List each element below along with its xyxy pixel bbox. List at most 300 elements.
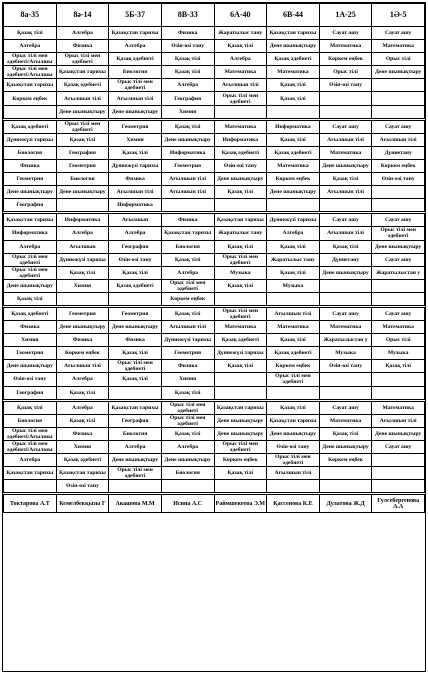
lesson-subject: Өзін-өзі тану [13, 376, 47, 383]
lesson-subject: Өзін-өзі тану [329, 82, 362, 89]
lesson-cell [319, 213, 372, 227]
lesson-subject: Математика [329, 324, 362, 331]
lesson-subject: Орыс тілі мен әдебиеті [275, 454, 311, 467]
lesson-cell [267, 279, 320, 292]
lesson-cell [161, 266, 214, 279]
lesson-row [4, 186, 425, 199]
lesson-cell [56, 347, 109, 360]
lesson-cell [4, 360, 57, 373]
lesson-cell [267, 400, 320, 414]
lesson-cell [372, 400, 425, 414]
lesson-row [4, 400, 425, 414]
lesson-cell [56, 360, 109, 373]
lesson-subject: Алгебра [72, 230, 93, 237]
lesson-subject: Физика [177, 30, 198, 37]
lesson-cell [161, 105, 214, 119]
lesson-subject: Орыс тілі мен әдебиеті/Ағылшы [7, 53, 53, 66]
lesson-cell [214, 146, 267, 159]
lesson-cell [161, 306, 214, 320]
lesson-subject: Орыс тілі мен әдебиеті/Ағылшы [7, 440, 53, 453]
lesson-subject: Математика [277, 69, 309, 76]
lesson-cell [319, 334, 372, 347]
lesson-subject: Қазақстан тарихы [58, 69, 106, 76]
lesson-subject: Қазақстан тарихы [111, 30, 159, 37]
lesson-row [4, 427, 425, 440]
teacher-name: Акашова М.М [109, 494, 162, 513]
lesson-subject: Дене шынықтыру [111, 324, 159, 331]
lesson-subject: Информатика [12, 230, 48, 237]
lesson-cell [267, 146, 320, 159]
lesson-cell [56, 105, 109, 119]
lesson-subject: Көркем еңбек [328, 457, 363, 464]
lesson-cell [372, 347, 425, 360]
class-header: 8В-33 [161, 4, 214, 27]
lesson-cell [56, 133, 109, 146]
lesson-subject: Дене шынықтыру [59, 189, 106, 196]
lesson-cell [372, 454, 425, 467]
lesson-cell [319, 79, 372, 92]
schedule-table [3, 3, 425, 513]
lesson-cell [267, 321, 320, 334]
lesson-subject: Қазақ әдебиеті [221, 337, 259, 344]
lesson-subject: Қазақ тілі [227, 43, 254, 50]
lesson-cell [372, 240, 425, 253]
lesson-cell [319, 240, 372, 253]
lesson-cell [214, 119, 267, 133]
lesson-cell [161, 66, 214, 79]
schedule-body [4, 27, 425, 494]
lesson-row [4, 40, 425, 53]
lesson-cell [267, 334, 320, 347]
lesson-cell [214, 133, 267, 146]
lesson-subject: Сауат ашу [332, 404, 359, 411]
lesson-cell [214, 27, 267, 40]
lesson-subject: Математика [224, 123, 257, 130]
lesson-cell [319, 66, 372, 79]
lesson-cell [214, 92, 267, 105]
lesson-subject: Көркем еңбек [65, 350, 100, 357]
lesson-subject: География [16, 389, 44, 396]
lesson-cell [372, 66, 425, 79]
lesson-subject: Алгебра [124, 43, 146, 50]
lesson-cell [4, 279, 57, 292]
lesson-cell [109, 386, 162, 400]
lesson-subject: Математика [382, 43, 414, 50]
lesson-subject: Физика [72, 43, 93, 50]
lesson-cell [56, 199, 109, 213]
lesson-subject: Орыс тілі мен әдебиеті [222, 253, 259, 266]
lesson-cell [161, 53, 214, 66]
lesson-cell [4, 400, 57, 414]
lesson-cell [4, 146, 57, 159]
lesson-subject: Физика [177, 217, 198, 224]
lesson-cell [56, 400, 109, 414]
lesson-cell [56, 253, 109, 266]
lesson-subject: География [68, 149, 96, 156]
lesson-subject: Дене шынықтыру [269, 43, 317, 50]
lesson-cell [56, 440, 109, 453]
lesson-subject: Геометрия [174, 350, 202, 357]
lesson-subject: Орыс тілі мен әдебиеті [169, 401, 206, 414]
lesson-subject: Алгебра [72, 30, 93, 37]
lesson-cell [56, 53, 109, 66]
lesson-subject: Орыс тілі мен әдебиеті [117, 467, 153, 480]
lesson-cell [109, 347, 162, 360]
lesson-cell [109, 53, 162, 66]
lesson-subject: Биология [175, 470, 200, 477]
lesson-subject: Биология [122, 69, 148, 76]
lesson-subject: Орыс тілі мен әдебиеті [222, 92, 259, 105]
lesson-cell [56, 186, 109, 199]
lesson-subject: Дене шынықтыру [59, 324, 106, 331]
lesson-cell [319, 400, 372, 414]
lesson-subject: Орыс тілі мен әдебиеті [117, 79, 153, 92]
lesson-subject: Алгебра [19, 243, 41, 250]
lesson-subject: Алгебра [72, 404, 93, 411]
lesson-subject: Дүниежүзі тарихы [269, 217, 317, 224]
lesson-cell [161, 321, 214, 334]
lesson-cell [319, 133, 372, 146]
lesson-cell [4, 266, 57, 279]
lesson-cell [4, 79, 57, 92]
lesson-subject: Қазақ тілі [227, 470, 254, 477]
lesson-subject: Қазақ әдебиеті [116, 282, 154, 289]
lesson-subject: Информатика [222, 136, 259, 143]
lesson-subject: Жаратылыс тану [218, 30, 263, 37]
lesson-cell [214, 79, 267, 92]
lesson-cell [319, 427, 372, 440]
lesson-subject: Геометрия [121, 311, 149, 318]
lesson-subject: Дене шынықтыру [111, 108, 159, 115]
lesson-cell [214, 373, 267, 386]
lesson-cell [214, 306, 267, 320]
lesson-subject: Қазақ әдебиеті [11, 123, 49, 130]
lesson-subject: Дене шынықтыру [111, 457, 159, 464]
lesson-subject: Қазақстан тарихы [269, 417, 317, 424]
lesson-subject: Қазақстан тарихы [269, 30, 317, 37]
lesson-subject: Қазақ тілі [69, 269, 96, 276]
lesson-subject: Математика [329, 417, 362, 424]
lesson-cell [56, 292, 109, 306]
lesson-subject: Ағылшын тілі [327, 189, 364, 196]
lesson-cell [4, 454, 57, 467]
lesson-subject: Дене шынықтыру [269, 189, 317, 196]
lesson-subject: Дене шынықтыру [269, 430, 317, 437]
class-header: 6А-40 [214, 4, 267, 27]
lesson-subject: Қазақ тілі [174, 69, 201, 76]
lesson-cell [161, 440, 214, 453]
lesson-cell [319, 40, 372, 53]
lesson-cell [214, 213, 267, 227]
lesson-subject: Геометрия [16, 350, 44, 357]
lesson-subject: Қазақ тілі [174, 256, 201, 263]
lesson-subject: Қазақ тілі [385, 363, 411, 370]
lesson-cell [372, 186, 425, 199]
lesson-cell [267, 386, 320, 400]
lesson-cell [319, 173, 372, 186]
lesson-cell [161, 414, 214, 427]
lesson-cell [109, 306, 162, 320]
lesson-cell [319, 199, 372, 213]
lesson-cell [56, 173, 109, 186]
lesson-cell [372, 386, 425, 400]
lesson-row [4, 92, 425, 105]
lesson-cell [4, 292, 57, 306]
lesson-cell [4, 480, 57, 494]
lesson-subject: Орыс тілі [385, 337, 411, 344]
lesson-cell [56, 373, 109, 386]
lesson-cell [161, 227, 214, 240]
lesson-cell [4, 213, 57, 227]
lesson-cell [4, 53, 57, 66]
lesson-subject: Физика [125, 337, 145, 344]
lesson-cell [4, 227, 57, 240]
lesson-cell [319, 440, 372, 453]
lesson-cell [267, 414, 320, 427]
lesson-subject: Сауат ашу [384, 443, 412, 450]
lesson-subject: Биология [122, 430, 148, 437]
lesson-cell [319, 159, 372, 172]
lesson-cell [109, 373, 162, 386]
lesson-subject: Сауат ашу [332, 123, 359, 130]
lesson-subject: Қазақ тілі [280, 337, 306, 344]
lesson-subject: Дене шынықтыру [164, 136, 211, 143]
lesson-cell [109, 321, 162, 334]
lesson-subject: Қазақ әдебиеті [11, 311, 49, 318]
lesson-cell [4, 199, 57, 213]
lesson-cell [161, 347, 214, 360]
lesson-subject: Орыс тілі мен әдебиеті [169, 414, 206, 427]
lesson-cell [56, 213, 109, 227]
lesson-cell [109, 40, 162, 53]
lesson-subject: Информатика [117, 202, 153, 209]
lesson-cell [319, 105, 372, 119]
lesson-subject: Қазақстан тарихы [6, 217, 54, 224]
lesson-row [4, 79, 425, 92]
lesson-cell [4, 334, 57, 347]
lesson-cell [109, 266, 162, 279]
lesson-cell [214, 266, 267, 279]
lesson-cell [267, 440, 320, 453]
lesson-subject: Қазақ тілі [174, 430, 201, 437]
lesson-subject: Қазақ тілі [122, 350, 148, 357]
lesson-row [4, 133, 425, 146]
lesson-subject: География [16, 202, 44, 209]
lesson-subject: Физика [72, 337, 93, 344]
lesson-subject: Алгебра [19, 43, 41, 50]
teacher-name: Қассенова К.Е [267, 494, 320, 513]
lesson-cell [372, 292, 425, 306]
lesson-cell [161, 186, 214, 199]
lesson-cell [4, 105, 57, 119]
lesson-cell [267, 360, 320, 373]
lesson-cell [109, 253, 162, 266]
lesson-subject: Қазақ тілі [280, 404, 306, 411]
lesson-subject: Музыка [335, 350, 356, 357]
lesson-cell [267, 427, 320, 440]
lesson-subject: Дүниежүзі тарихы [59, 256, 106, 263]
lesson-cell [267, 266, 320, 279]
lesson-cell [4, 92, 57, 105]
lesson-row [4, 173, 425, 186]
lesson-cell [319, 146, 372, 159]
lesson-subject: Математика [277, 162, 309, 169]
lesson-subject: Математика [329, 149, 362, 156]
lesson-cell [372, 27, 425, 40]
lesson-subject: Ағылшын тілі [116, 95, 154, 102]
lesson-cell [372, 119, 425, 133]
lesson-subject: Дене шынықтыру [6, 282, 53, 289]
lesson-cell [161, 27, 214, 40]
lesson-cell [109, 440, 162, 453]
lesson-subject: Дене шынықтыру [59, 108, 106, 115]
lesson-cell [161, 373, 214, 386]
lesson-cell [109, 186, 162, 199]
lesson-cell [214, 105, 267, 119]
lesson-cell [4, 373, 57, 386]
lesson-cell [4, 414, 57, 427]
lesson-cell [161, 79, 214, 92]
lesson-cell [4, 253, 57, 266]
lesson-subject: Физика [20, 324, 40, 331]
class-header: 8ә-14 [56, 4, 109, 27]
lesson-row [4, 467, 425, 480]
lesson-cell [214, 334, 267, 347]
lesson-subject: Қазақ әдебиеті [63, 82, 101, 89]
lesson-subject: Қазақ тілі [227, 363, 254, 370]
lesson-subject: Геометрия [174, 162, 202, 169]
lesson-cell [372, 306, 425, 320]
lesson-subject: Геометрия [69, 162, 96, 169]
lesson-row [4, 66, 425, 79]
lesson-subject: Дене шынықтыру [375, 243, 422, 250]
lesson-subject: Орыс тілі [333, 69, 358, 76]
lesson-cell [319, 92, 372, 105]
lesson-subject: Математика [224, 324, 257, 331]
lesson-subject: Алгебра [282, 230, 304, 237]
lesson-subject: Орыс тілі мен әдебиеті [275, 373, 311, 386]
lesson-cell [372, 173, 425, 186]
lesson-subject: Орыс тілі мен әдебиеті [12, 253, 48, 266]
lesson-subject: Геометрия [16, 176, 44, 183]
lesson-cell [4, 467, 57, 480]
lesson-subject: Өзін-өзі тану [223, 162, 257, 169]
lesson-cell [161, 427, 214, 440]
lesson-cell [267, 240, 320, 253]
lesson-cell [319, 253, 372, 266]
lesson-cell [56, 414, 109, 427]
lesson-cell [372, 227, 425, 240]
lesson-subject: Дене шынықтыру [6, 363, 53, 370]
lesson-cell [267, 227, 320, 240]
lesson-cell [267, 480, 320, 494]
lesson-cell [372, 467, 425, 480]
lesson-subject: Сауат ашу [332, 217, 359, 224]
lesson-cell [56, 27, 109, 40]
lesson-subject: Информатика [275, 123, 311, 130]
lesson-subject: Қазақ тілі [227, 282, 254, 289]
lesson-cell [109, 414, 162, 427]
lesson-subject: Жаратылыс тану [270, 256, 315, 263]
class-header: 5Б-37 [109, 4, 162, 27]
lesson-subject: Көркем еңбек [328, 56, 363, 63]
lesson-cell [267, 347, 320, 360]
lesson-cell [267, 40, 320, 53]
lesson-subject: Өзін-өзі тану [329, 363, 362, 370]
lesson-subject: Дүниежүзі тарихы [216, 350, 264, 357]
lesson-cell [109, 159, 162, 172]
lesson-cell [56, 92, 109, 105]
lesson-cell [267, 454, 320, 467]
lesson-subject: Геометрия [121, 123, 149, 130]
header-row [4, 4, 425, 27]
lesson-subject: Ағылшын тілі [169, 176, 207, 183]
lesson-cell [214, 360, 267, 373]
lesson-subject: Көркем еңбек [275, 363, 311, 370]
lesson-cell [267, 173, 320, 186]
lesson-cell [319, 306, 372, 320]
lesson-cell [161, 146, 214, 159]
lesson-subject: Алгебра [19, 457, 41, 464]
lesson-cell [214, 240, 267, 253]
lesson-subject: Қазақ тілі [280, 269, 306, 276]
lesson-cell [267, 133, 320, 146]
lesson-cell [161, 199, 214, 213]
lesson-cell [56, 454, 109, 467]
lesson-cell [267, 53, 320, 66]
lesson-cell [56, 334, 109, 347]
lesson-cell [56, 159, 109, 172]
lesson-subject: География [174, 95, 202, 102]
lesson-subject: Көркем еңбек [380, 162, 416, 169]
lesson-cell [4, 427, 57, 440]
lesson-cell [161, 334, 214, 347]
lesson-cell [372, 199, 425, 213]
lesson-subject: Математика [382, 404, 414, 411]
lesson-subject: Химия [21, 337, 39, 344]
lesson-subject: Биология [17, 149, 42, 156]
lesson-cell [372, 321, 425, 334]
lesson-subject: Көркем еңбек [222, 457, 258, 464]
lesson-cell [372, 159, 425, 172]
lesson-subject: Сауат ашу [384, 217, 412, 224]
lesson-cell [161, 480, 214, 494]
lesson-subject: Алгебра [177, 269, 199, 276]
lesson-cell [372, 213, 425, 227]
lesson-cell [214, 199, 267, 213]
lesson-cell [56, 386, 109, 400]
lesson-cell [372, 92, 425, 105]
lesson-row [4, 240, 425, 253]
lesson-subject: Ағылшын тілі [274, 311, 312, 318]
lesson-cell [4, 119, 57, 133]
lesson-row [4, 373, 425, 386]
lesson-subject: Қазақстан тарихы [216, 404, 264, 411]
lesson-cell [161, 240, 214, 253]
lesson-cell [372, 79, 425, 92]
lesson-subject: Қазақ тілі [69, 389, 96, 396]
lesson-row [4, 334, 425, 347]
lesson-cell [214, 480, 267, 494]
lesson-row [4, 279, 425, 292]
lesson-subject: Қазақ тілі [69, 417, 96, 424]
lesson-cell [319, 373, 372, 386]
lesson-subject: Қазақстан тарихы [6, 470, 54, 477]
lesson-subject: Қазақ тілі [17, 295, 43, 302]
lesson-cell [4, 133, 57, 146]
lesson-cell [4, 186, 57, 199]
lesson-subject: Дүниетану [384, 149, 412, 156]
